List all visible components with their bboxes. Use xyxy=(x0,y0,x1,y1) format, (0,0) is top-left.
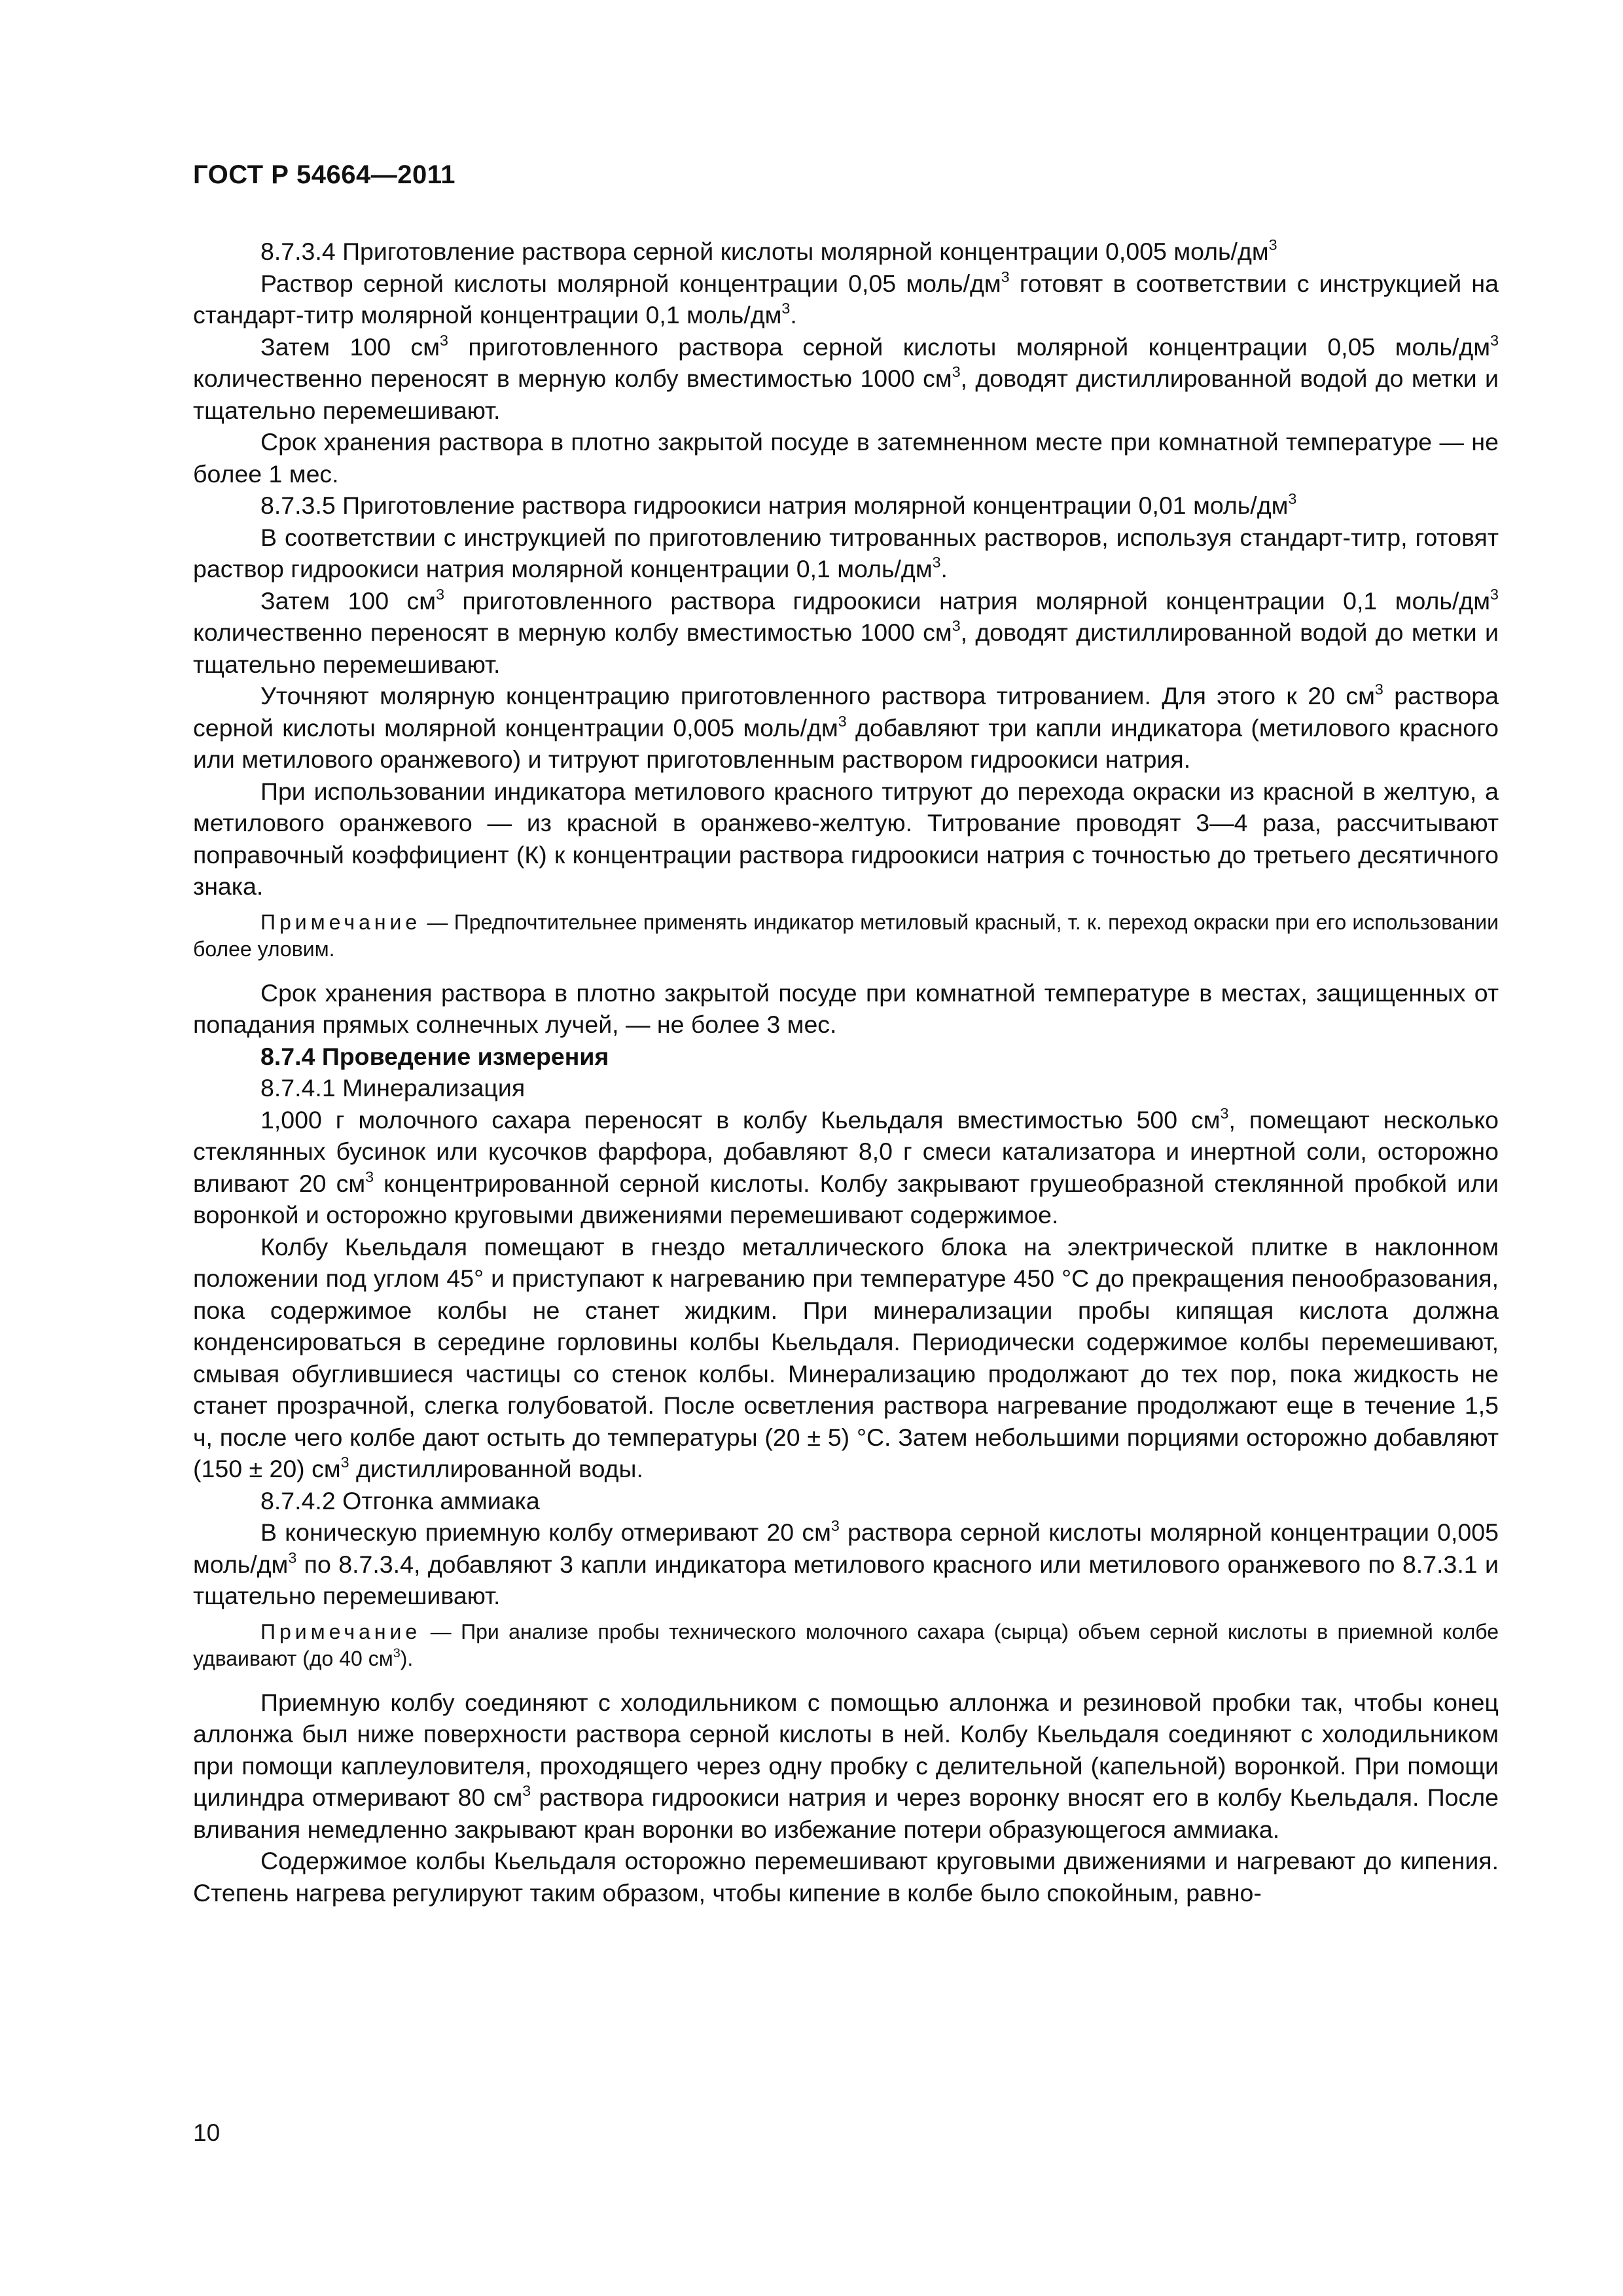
document-body xyxy=(193,236,1499,1909)
superscript: 3 xyxy=(838,712,847,730)
document-header: ГОСТ Р 54664—2011 xyxy=(193,160,455,189)
superscript: 3 xyxy=(1374,680,1383,698)
paragraph: Содержимое колбы Кьельдаля осторожно перемешивают круговыми движениями и нагревают до кипения. Степень нагрева регулируют таким образом, чтобы кипение в колбе было спокойным, равно- xyxy=(193,1847,1499,1907)
superscript: 3 xyxy=(522,1782,531,1799)
superscript: 3 xyxy=(1490,585,1499,603)
paragraph: Приемную колбу соединяют с холодильником с помощью аллонжа и резиновой пробки так, чтобы конец аллонжа был ниже поверхности раствора серной кислоты в ней. Колбу Кьельдаля соединяют с холодильником при помощи каплеуловителя, проходящего через одну пробку с делительной (капельной) воронкой. При помощи цилиндра отмеривают 80 $см^3$ раствора гидроокиси натрия и через воронку вносят его в колбу Кьельдаля. После вливания немедленно закрывают кран воронки во избежание потери образующегося аммиака. xyxy=(193,1688,1499,1843)
paragraph: В соответствии с инструкцией по приготовлению титрованных растворов, используя стандарт-титр, готовят раствор гидроокиси натрия молярной концентрации 0,1 моль/$дм^3$. xyxy=(193,523,1499,583)
section-heading-8-7-3-5: 8.7.3.5 Приготовление раствора гидроокиси натрия молярной концентрации 0,01 моль/$дм^3$ xyxy=(260,490,1297,519)
superscript: 3 xyxy=(932,553,941,571)
paragraph: Уточняют молярную концентрацию приготовленного раствора титрованием. Для этого к 20 $см^3$ раствора серной кислоты молярной концентрации 0,005 моль/$дм^3$ добавляют три капли индикатора (метилового красного или метилового оранжевого) и титруют приготовленным раствором гидроокиси натрия. xyxy=(193,680,1499,773)
paragraph: Затем 100 $см^3$ приготовленного раствора гидроокиси натрия молярной концентрации 0,1 моль/$дм^3$ количественно переносят в мерную колбу вместимостью 1000 $см^3$, доводят дистиллированной водой до метки и тщательно перемешивают. xyxy=(193,585,1499,678)
note-label: Примечание xyxy=(260,1619,421,1643)
superscript: 3 xyxy=(1268,236,1277,253)
paragraph: 1,000 г молочного сахара переносят в колбу Кьельдаля вместимостью 500 $см^3$, помещают несколько стеклянных бусинок или кусочков фарфора, добавляют 8,0 г смеси катализатора и инертной соли, осторожно вливают 20 $см^3$ концентрированной серной кислоты. Колбу закрывают грушеобразной стеклянной пробкой или воронкой и осторожно круговыми движениями перемешивают содержимое. xyxy=(193,1104,1499,1229)
paragraph: При использовании индикатора метилового красного титруют до перехода окраски из красной в желтую, а метилового оранжевого — из красной в оранжево-желтую. Титрование проводят 3—4 раза, рассчитывают поправочный коэффициент (К) к концентрации раствора гидроокиси натрия с точностью до третьего десятичного знака. xyxy=(193,777,1499,900)
paragraph: Срок хранения раствора в плотно закрытой посуде при комнатной температуре в местах, защищенных от попадания прямых солнечных лучей, — не более 3 мес. xyxy=(193,978,1499,1038)
note xyxy=(193,909,1499,963)
paragraph: Затем 100 $см^3$ приготовленного раствора серной кислоты молярной концентрации 0,05 моль/$дм^3$ количественно переносят в мерную колбу вместимостью 1000 $см^3$, доводят дистиллированной водой до метки и тщательно перемешивают. xyxy=(193,331,1499,424)
note xyxy=(193,1619,1499,1672)
superscript: 3 xyxy=(393,1645,401,1660)
superscript: 3 xyxy=(952,363,961,380)
superscript: 3 xyxy=(436,585,445,603)
paragraph: Колбу Кьельдаля помещают в гнездо металлического блока на электрической плитке в наклонном положении под углом 45° и приступают к нагреванию при температуре 450 °С до прекращения пенообразования, пока содержимое колбы не станет жидким. При минерализации пробы кипящая кислота должна конденсироваться в середине горловины колбы Кьельдаля. Периодически содержимое колбы перемешивают, смывая обуглившиеся частицы со стенок колбы. Минерализацию продолжают до тех пор, пока жидкость не станет прозрачной, слегка голубоватой. После осветления раствора нагревание продолжают еще в течение 1,5 ч, после чего колбе дают остыть до температуры (20 ± 5) °С. Затем небольшими порциями осторожно добавляют (150 ± 20) $см^3$ дистиллированной воды. xyxy=(193,1232,1499,1482)
section-heading-8-7-4: 8.7.4 Проведение измерения xyxy=(260,1042,609,1070)
paragraph: Раствор серной кислоты молярной концентрации 0,05 моль/$дм^3$ готовят в соответствии с инструкцией на стандарт-титр молярной концентрации 0,1 моль/$дм^3$. xyxy=(193,268,1499,329)
superscript: 3 xyxy=(1490,331,1499,349)
page-number: 10 xyxy=(193,2119,221,2146)
superscript: 3 xyxy=(440,331,448,349)
note-label: Примечание xyxy=(260,910,421,934)
subsection-heading-8-7-4-2: 8.7.4.2 Отгонка аммиака xyxy=(260,1486,540,1515)
superscript: 3 xyxy=(340,1453,349,1471)
superscript: 3 xyxy=(952,617,961,634)
note-text: — При анализе пробы технического молочного сахара (сырца) объем серной кислоты в приемной колбе удваивают (до 40 $см^3$). xyxy=(193,1619,1499,1670)
superscript: 3 xyxy=(365,1168,374,1185)
superscript: 3 xyxy=(781,299,791,317)
paragraph: В коническую приемную колбу отмеривают 20 $см^3$ раствора серной кислоты молярной концентрации 0,005 моль/$дм^3$ по 8.7.3.4, добавляют 3 капли индикатора метилового красного или метилового оранжевого по 8.7.3.1 и тщательно перемешивают. xyxy=(193,1516,1499,1609)
section-heading-8-7-3-4: 8.7.3.4 Приготовление раствора серной кислоты молярной концентрации 0,005 моль/$дм^3$ xyxy=(260,236,1277,265)
superscript: 3 xyxy=(1001,268,1010,285)
superscript: 3 xyxy=(1288,490,1297,507)
superscript: 3 xyxy=(830,1516,840,1534)
superscript: 3 xyxy=(1220,1104,1229,1122)
note-text: — Предпочтительнее применять индикатор метиловый красный, т. к. переход окраски при его использовании более уловим. xyxy=(193,910,1499,961)
paragraph: Срок хранения раствора в плотно закрытой посуде в затемненном месте при комнатной температуре — не более 1 мес. xyxy=(193,428,1499,488)
subsection-heading-8-7-4-1: 8.7.4.1 Минерализация xyxy=(260,1074,526,1102)
superscript: 3 xyxy=(288,1549,297,1566)
